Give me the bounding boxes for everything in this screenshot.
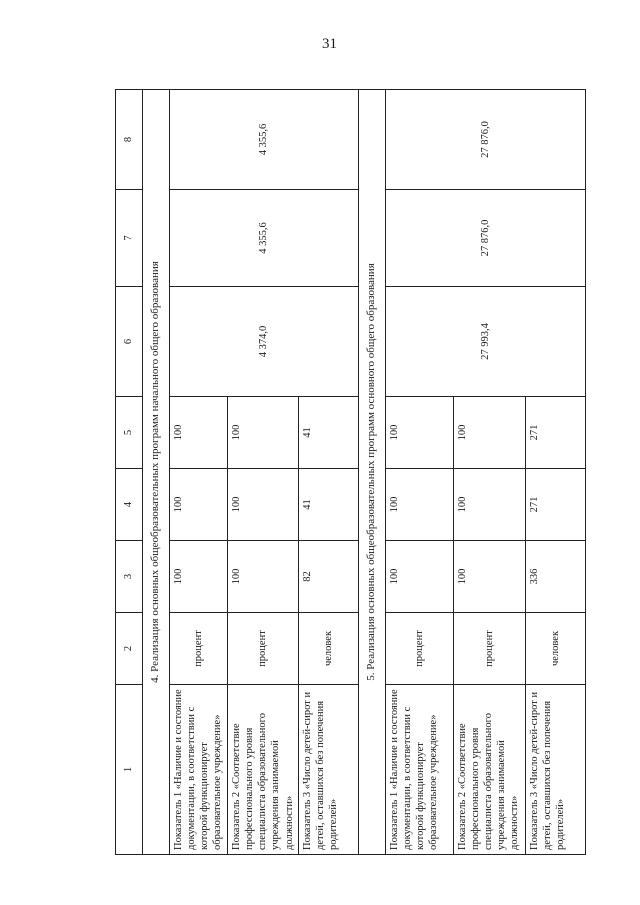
value-cell: 4 355,6: [170, 190, 359, 287]
unit-cell: процент: [385, 613, 453, 685]
value-cell: 100: [385, 397, 453, 469]
section-title: 4. Реализация основных общеобразовательных программ начального общего образования: [143, 90, 170, 855]
value-cell: 100: [228, 397, 299, 469]
unit-cell: процент: [453, 613, 525, 685]
header-row: [116, 90, 143, 855]
data-table: [115, 89, 586, 855]
value-cell: 100: [170, 397, 228, 469]
value-cell: 100: [453, 541, 525, 613]
value-cell: 100: [228, 541, 299, 613]
value-cell: 100: [385, 469, 453, 541]
table-row: [385, 90, 453, 855]
unit-cell: человек: [525, 613, 585, 685]
section-title-row: [143, 90, 170, 855]
column-header: 3: [116, 541, 143, 613]
column-header: 1: [116, 685, 143, 855]
section-title: 5. Реализация основных общеобразовательных программ основного общего образования: [358, 90, 385, 855]
value-cell: 27 993,4: [385, 287, 585, 397]
value-cell: 100: [453, 469, 525, 541]
value-cell: 100: [228, 469, 299, 541]
unit-cell: человек: [298, 613, 358, 685]
value-cell: 4 355,6: [170, 90, 359, 190]
indicator-cell: Показатель 3 «Число детей-сирот и детей, оставшихся без попечения родителей»: [298, 685, 358, 855]
indicator-cell: Показатель 3 «Число детей-сирот и детей, оставшихся без попечения родителей»: [525, 685, 585, 855]
indicator-cell: Показатель 1 «Наличие и состояние документации, в соответствии с которой функционирует образовательное учреждение»: [385, 685, 453, 855]
value-cell: 271: [525, 469, 585, 541]
page-number: 31: [322, 36, 337, 52]
indicator-cell: Показатель 2 «Соответствие профессионального уровня специалиста образовательного учреждения занимаемой должности»: [453, 685, 525, 855]
table-row: [170, 90, 228, 855]
value-cell: 82: [298, 541, 358, 613]
value-cell: 100: [170, 469, 228, 541]
column-header: 6: [116, 287, 143, 397]
column-header: 8: [116, 90, 143, 190]
value-cell: 100: [453, 397, 525, 469]
value-cell: 27 876,0: [385, 90, 585, 190]
unit-cell: процент: [228, 613, 299, 685]
value-cell: 100: [170, 541, 228, 613]
value-cell: 27 876,0: [385, 190, 585, 287]
indicator-cell: Показатель 1 «Наличие и состояние документации, в соответствии с которой функционирует образовательное учреждение»: [170, 685, 228, 855]
section-title-row: [358, 90, 385, 855]
value-cell: 4 374,0: [170, 287, 359, 397]
unit-cell: процент: [170, 613, 228, 685]
value-cell: 41: [298, 397, 358, 469]
column-header: 4: [116, 469, 143, 541]
rotated-table-wrapper: [115, 90, 577, 855]
value-cell: 336: [525, 541, 585, 613]
column-header: 2: [116, 613, 143, 685]
value-cell: 41: [298, 469, 358, 541]
column-header: 7: [116, 190, 143, 287]
value-cell: 100: [385, 541, 453, 613]
column-header: 5: [116, 397, 143, 469]
value-cell: 271: [525, 397, 585, 469]
indicator-cell: Показатель 2 «Соответствие профессионального уровня специалиста образовательного учреждения занимаемой должности»: [228, 685, 299, 855]
